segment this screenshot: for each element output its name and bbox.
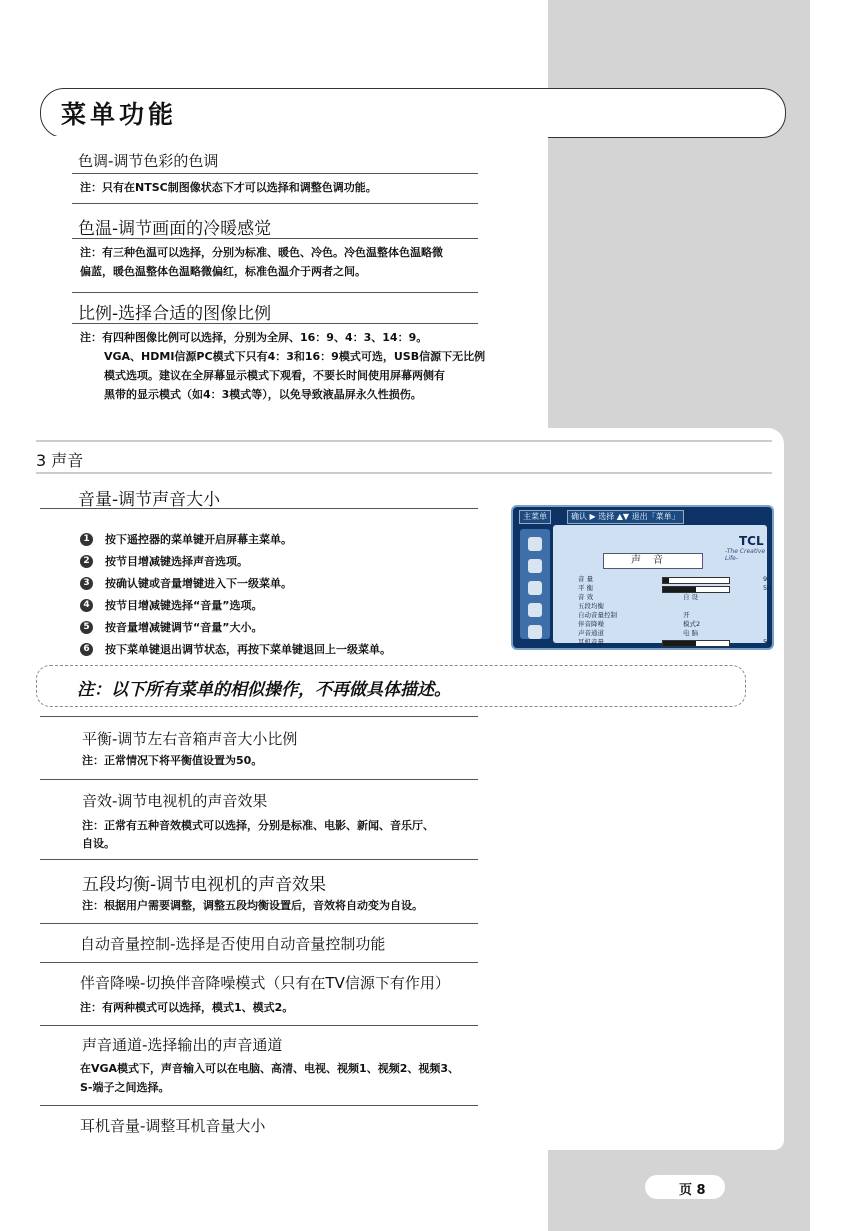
divider: [36, 440, 772, 442]
level-bar: [662, 577, 730, 584]
tv-row-volume: [578, 575, 768, 584]
note-color-temp-2: 偏蓝，暖色温整体色温略微偏红，标准色温介于两者之间。: [80, 265, 366, 278]
tv-menu-screenshot: [511, 505, 774, 650]
row-value: 9: [763, 575, 768, 583]
row-label: 耳机音量: [578, 638, 604, 646]
level-fill: [663, 587, 696, 592]
row-value: 开: [683, 611, 690, 619]
note-channel-1: 在VGA模式下，声音输入可以在电脑、高清、电视、视频1、视频2、视频3、: [80, 1062, 460, 1075]
heading-aspect: 比例-选择合适的图像比例: [78, 304, 272, 324]
row-label: 音 效: [578, 593, 594, 601]
row-label: 自动音量控制: [578, 611, 617, 619]
heading-avc: 自动音量控制-选择是否使用自动音量控制功能: [80, 935, 386, 953]
list-item: [80, 594, 391, 616]
note-balance: 注：正常情况下将平衡值设置为50。: [82, 754, 263, 767]
row-label: 音 量: [578, 575, 594, 583]
heading-channel: 声音通道-选择输出的声音通道: [82, 1036, 283, 1054]
divider: [72, 292, 478, 293]
tcl-slogan: -The Creative Life-: [725, 548, 766, 562]
page-title: 菜单功能: [61, 100, 178, 129]
heading-noise: 伴音降噪-切换伴音降噪模式（只有在TV信源下有作用）: [80, 974, 450, 992]
title-banner: [40, 88, 786, 138]
step-text: 按节目增减键选择“音量”选项。: [105, 599, 263, 612]
row-label: 伴音降噪: [578, 620, 604, 628]
note-effect-1: 注：正常有五种音效模式可以选择，分别是标准、电影、新闻、音乐厅、: [82, 819, 434, 832]
divider: [40, 1025, 478, 1026]
tv-side-icons: [520, 529, 550, 639]
step-number: 5: [80, 621, 93, 634]
divider: [40, 779, 478, 780]
tv-row-eq: [578, 602, 758, 611]
step-number: 6: [80, 643, 93, 656]
heading-balance: 平衡-调节左右音箱声音大小比例: [82, 730, 298, 748]
divider: [40, 923, 478, 924]
divider: [40, 508, 478, 509]
step-number: 1: [80, 533, 93, 546]
list-item: [80, 616, 391, 638]
step-list: [80, 528, 391, 660]
step-number: 3: [80, 577, 93, 590]
note-color-temp-1: 注：有三种色温可以选择，分别为标准、暖色、冷色。冷色温整体色温略微: [80, 246, 443, 259]
divider: [72, 173, 478, 174]
search-icon: [528, 625, 542, 639]
list-item: [80, 638, 391, 660]
tv-row-headphone: [578, 638, 772, 647]
picture-icon: [528, 537, 542, 551]
note-aspect-4: 黑带的显示模式（如4：3模式等），以免导致液晶屏永久性损伤。: [104, 388, 422, 401]
tv-row-balance: [578, 584, 772, 593]
row-label: 平 衡: [578, 584, 594, 592]
step-number: 4: [80, 599, 93, 612]
divider: [40, 859, 478, 860]
row-label: 五段均衡: [578, 602, 604, 610]
row-label: 声音通道: [578, 629, 604, 637]
tv-tab-main: 主菜单: [519, 510, 551, 524]
tv-row-noise: [578, 620, 758, 629]
tv-row-channel: [578, 629, 758, 638]
note-aspect-1: 注：有四种图像比例可以选择，分别为全屏、16：9、4：3、14：9。: [80, 331, 428, 344]
step-text: 按音量增减键调节“音量”大小。: [105, 621, 263, 634]
note-aspect-2: VGA、HDMI信源PC模式下只有4：3和16：9模式可选，USB信源下无比例: [104, 350, 486, 363]
tv-tab-hint: 确认 ▶ 选择 ▲▼ 退出「菜单」: [567, 510, 684, 524]
level-bar: [662, 586, 730, 593]
note-eq: 注：根据用户需要调整，调整五段均衡设置后，音效将自动变为自设。: [82, 899, 423, 912]
sound-icon: [528, 559, 542, 573]
heading-hue: 色调-调节色彩的色调: [78, 152, 219, 170]
tcl-logo: TCL: [739, 534, 764, 548]
step-number: 2: [80, 555, 93, 568]
tv-menu-header: 声音: [603, 553, 703, 569]
list-item: [80, 572, 391, 594]
step-text: 按下遥控器的菜单键开启屏幕主菜单。: [105, 533, 292, 546]
row-value: 电 脑: [683, 629, 699, 637]
section-title: 3 声音: [36, 451, 84, 470]
divider: [72, 323, 478, 324]
heading-eq: 五段均衡-调节电视机的声音效果: [82, 875, 327, 895]
row-value: 50: [763, 638, 772, 646]
level-bar: [662, 640, 730, 647]
note-banner: [36, 665, 746, 707]
tools-icon: [528, 581, 542, 595]
note-effect-2: 自设。: [82, 837, 115, 850]
row-value: 50: [763, 584, 772, 592]
list-item: [80, 528, 391, 550]
note-noise: 注：有两种模式可以选择，模式1、模式2。: [80, 1001, 294, 1014]
heading-effect: 音效-调节电视机的声音效果: [82, 792, 268, 810]
step-text: 按下菜单键退出调节状态，再按下菜单键退回上一级菜单。: [105, 643, 391, 656]
note-hue: 注：只有在NTSC制图像状态下才可以选择和调整色调功能。: [80, 181, 377, 194]
note-aspect-3: 模式选项。建议在全屏幕显示模式下观看，不要长时间使用屏幕两侧有: [104, 369, 445, 382]
level-fill: [663, 578, 669, 583]
divider: [36, 472, 772, 474]
page-number-badge: [645, 1175, 725, 1199]
note-banner-text: 注：以下所有菜单的相似操作，不再做具体描述。: [77, 680, 451, 700]
settings-icon: [528, 603, 542, 617]
row-value: 模式2: [683, 620, 701, 628]
step-text: 按节目增减键选择声音选项。: [105, 555, 248, 568]
heading-color-temp: 色温-调节画面的冷暖感觉: [78, 219, 272, 239]
heading-headphone: 耳机音量-调整耳机音量大小: [80, 1117, 266, 1135]
tv-row-avc: [578, 611, 758, 620]
divider: [72, 238, 478, 239]
row-value: 自 设: [683, 593, 699, 601]
divider: [72, 203, 478, 204]
note-channel-2: S-端子之间选择。: [80, 1081, 170, 1094]
divider: [40, 1105, 478, 1106]
divider: [40, 962, 478, 963]
step-text: 按确认键或音量增键进入下一级菜单。: [105, 577, 292, 590]
tv-menu-panel: [553, 525, 772, 646]
heading-volume: 音量-调节声音大小: [78, 490, 221, 510]
divider: [40, 716, 478, 717]
page-number: 页 8: [679, 1183, 706, 1198]
list-item: [80, 550, 391, 572]
level-fill: [663, 641, 696, 646]
tv-row-effect: [578, 593, 758, 602]
